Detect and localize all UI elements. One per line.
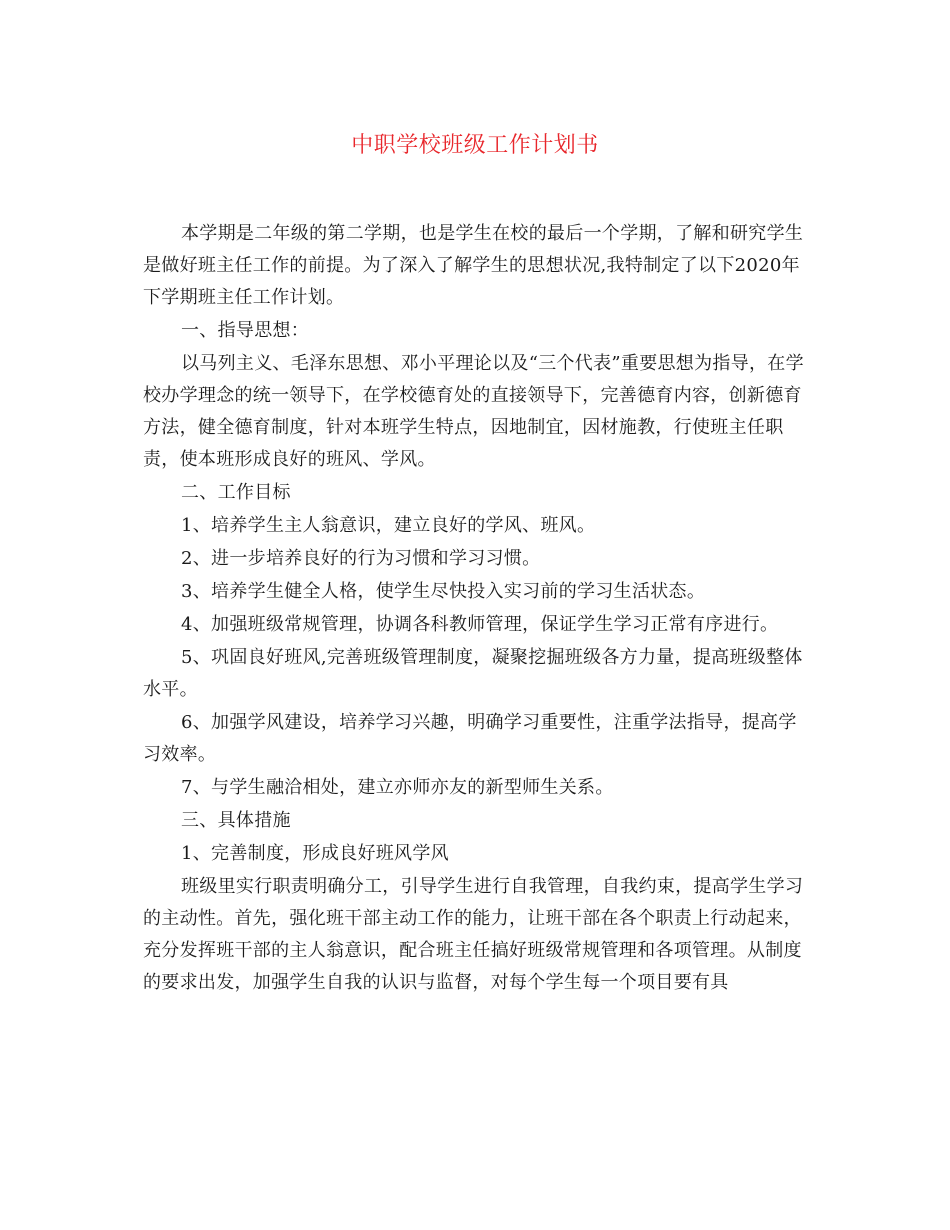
goal-item-5: 5、巩固良好班风,完善班级管理制度，凝聚挖掘班级各方力量，提高班级整体水平。 [143, 647, 803, 700]
paragraph-measure-1: 班级里实行职责明确分工，引导学生进行自我管理，自我约束，提高学生学习的主动性。首先，强化班干部主动工作的能力，让班干部在各个职责上行动起来，充分发挥班干部的主人翁意识，配合班主任搞好班级常规管理和各项管理。从制度的要求出发，加强学生自我的认识与监督，对每个学生每一个项目要有具 [143, 876, 804, 993]
paragraph-guiding-ideology: 以马列主义、毛泽东思想、邓小平理论以及“三个代表”重要思想为指导，在学校办学理念的统一领导下，在学校德育处的直接领导下，完善德育内容，创新德育方法，健全德育制度，针对本班学生特点，因地制宜，因材施教，行使班主任职责，使本班形成良好的班风、学风。 [143, 353, 804, 470]
goal-item-6: 6、加强学风建设，培养学习兴趣，明确学习重要性，注重学法指导，提高学习效率。 [143, 712, 797, 765]
section-heading-guiding-ideology: 一、指导思想： [181, 320, 310, 341]
goal-item-1: 1、培养学生主人翁意识，建立良好的学风、班风。 [181, 515, 596, 536]
section-heading-measures: 三、具体措施 [181, 810, 291, 831]
goal-item-4: 4、加强班级常规管理，协调各科教师管理，保证学生学习正常有序进行。 [181, 614, 779, 635]
goal-item-7: 7、与学生融洽相处，建立亦师亦友的新型师生关系。 [181, 777, 614, 798]
document-title: 中职学校班级工作计划书 [351, 133, 599, 158]
measure-heading-1: 1、完善制度，形成良好班风学风 [181, 843, 449, 864]
document-body [143, 218, 807, 999]
paragraph-intro: 本学期是二年级的第二学期，也是学生在校的最后一个学期，了解和研究学生是做好班主任工作的前提。为了深入了解学生的思想状况,我特制定了以下2020年下学期班主任工作计划。 [143, 223, 804, 308]
section-heading-work-goals: 二、工作目标 [181, 482, 291, 503]
goal-item-2: 2、进一步培养良好的行为习惯和学习习惯。 [181, 548, 541, 569]
goal-item-3: 3、培养学生健全人格，使学生尽快投入实习前的学习生活状态。 [181, 581, 706, 602]
